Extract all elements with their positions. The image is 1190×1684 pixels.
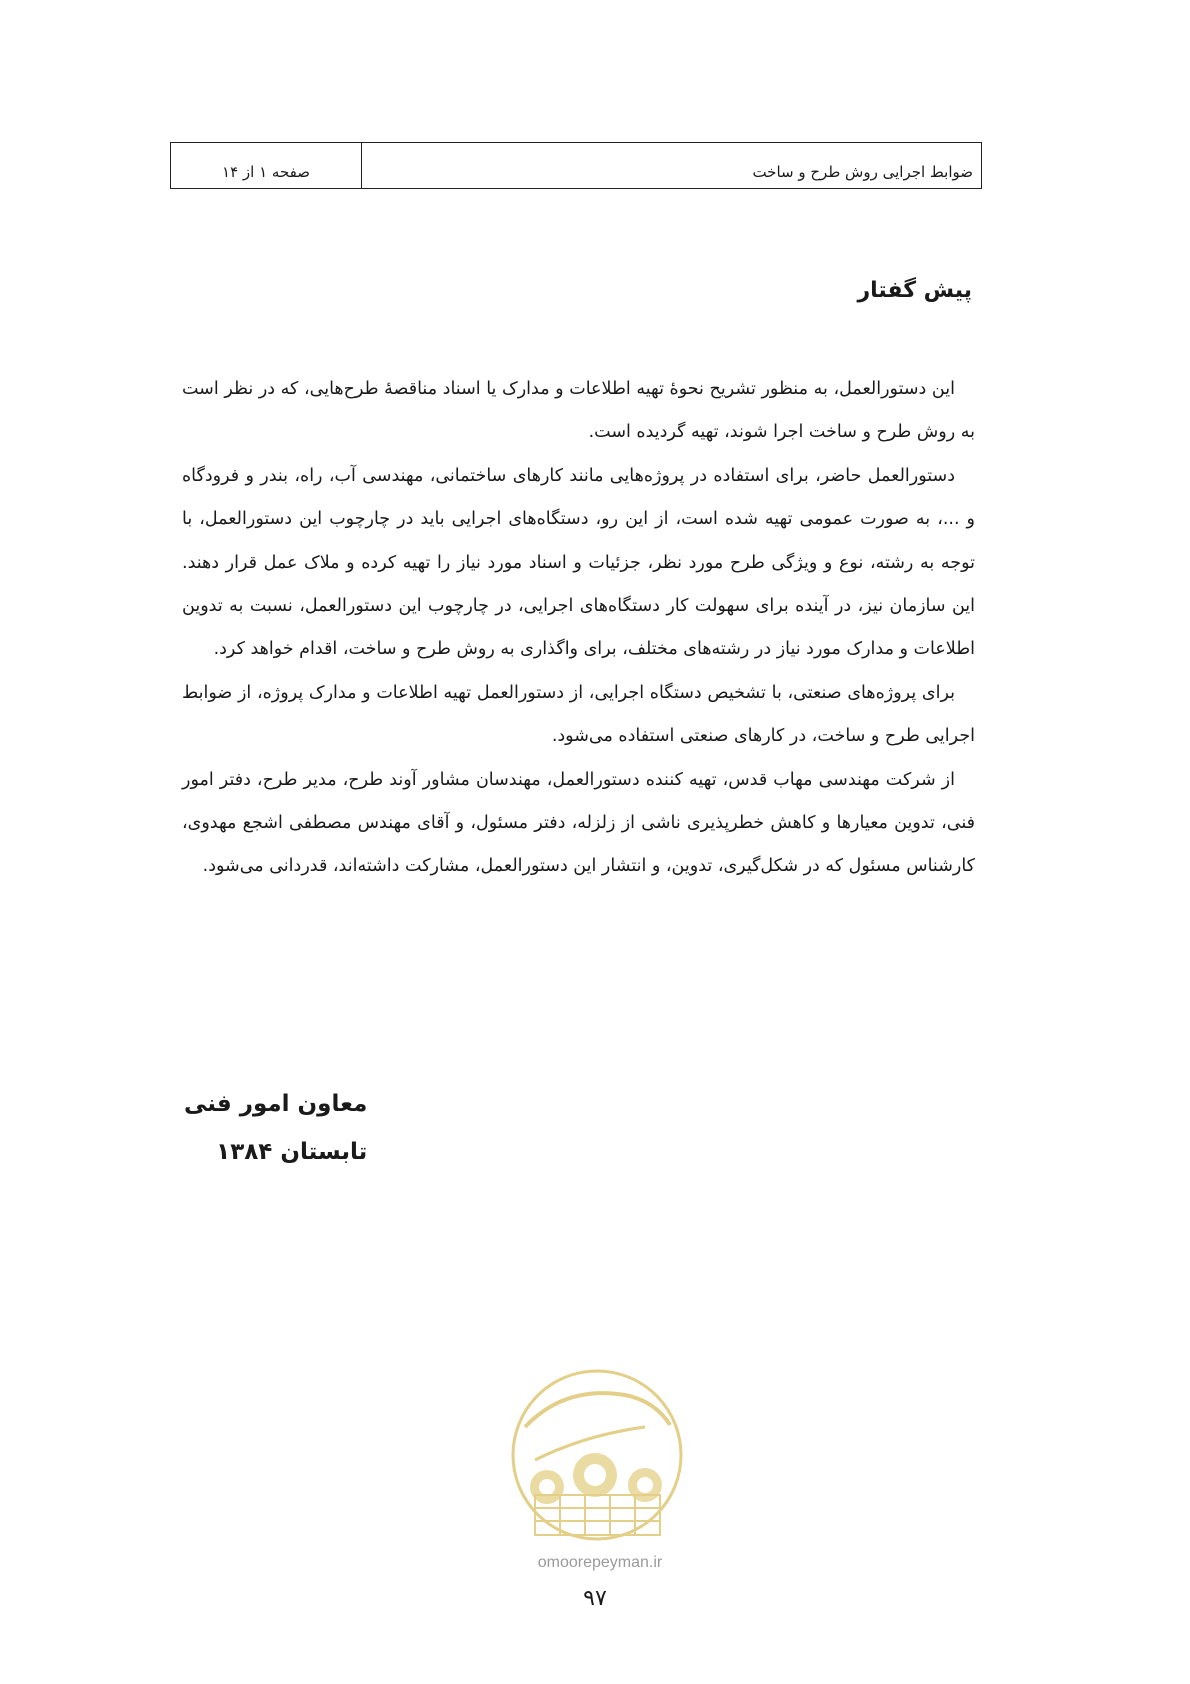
signature-title: معاون امور فنی [184,1091,368,1117]
signature-block [184,1080,367,1176]
paragraph: دستورالعمل حاضر، برای استفاده در پروژه‌هایی مانند کارهای ساختمانی، مهندسی آب، راه، بندر و فرودگاه و ...، به صورت عمومی تهیه شده است، از این رو، دستگاه‌های اجرایی باید در چارچوب این دستورالعمل، با توجه به رشته، نوع و ویژگی طرح مورد نظر، جزئیات و اسناد مورد نیاز را تهیه کرده و ملاک عمل قرار دهند. این سازمان نیز، در آینده برای سهولت کار دستگاه‌های اجرایی، در چارچوب این دستورالعمل، نسبت به تدوین اطلاعات و مدارک مورد نیاز در رشته‌های مختلف، برای واگذاری به روش طرح و ساخت، اقدام خواهد کرد. [182,465,975,660]
paragraph: برای پروژه‌های صنعتی، با تشخیص دستگاه اجرایی، از دستورالعمل تهیه اطلاعات و مدارک پروژه، از ضوابط اجرایی طرح و ساخت، در کارهای صنعتی استفاده می‌شود. [182,682,975,747]
watermark-logo-icon [495,1365,700,1550]
paragraph: این دستورالعمل، به منظور تشریح نحوهٔ تهیه اطلاعات و مدارک یا اسناد مناقصهٔ طرح‌هایی، که در نظر است به روش طرح و ساخت اجرا شوند، تهیه گردیده است. [182,379,975,443]
paragraph: از شرکت مهندسی مهاب قدس، تهیه کننده دستورالعمل، مهندسان مشاور آوند طرح، مدیر طرح، دفتر امور فنی، تدوین معیارها و کاهش خطرپذیری ناشی از زلزله، دفتر مسئول، و آقای مهندس مصطفی اشجع مهدوی، کارشناس مسئول که در شکل‌گیری، تدوین، و انتشار این دستورالعمل، مشارکت داشته‌اند، قدردانی می‌شود. [182,769,975,877]
page-header [170,142,982,189]
header-title: ضوابط اجرایی روش طرح و ساخت [361,143,981,188]
preface-body [182,368,975,889]
page-number: ۹۷ [583,1586,607,1611]
watermark-site: omoorepeyman.ir [537,1554,663,1571]
section-heading: پیش گفتار [857,278,972,303]
header-page-info: صفحه ۱ از ۱۴ [222,163,310,181]
signature-date: تابستان ۱۳۸۴ [216,1139,368,1165]
